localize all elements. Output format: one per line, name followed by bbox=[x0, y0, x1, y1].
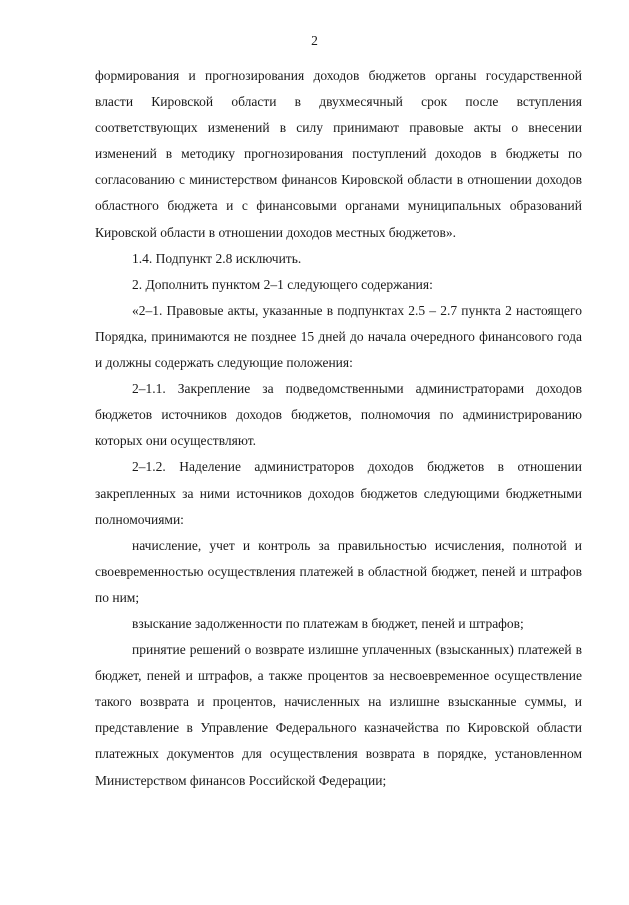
paragraph-1-4: 1.4. Подпункт 2.8 исключить. bbox=[132, 250, 302, 266]
page-number: 2 bbox=[311, 33, 318, 48]
paragraph-2-1-1: 2–1.1. Закрепление за подведомственными администраторами доходов бюджетов источников доходов бюджетов, полномочия по администрированию которых они осуществляют. bbox=[95, 381, 582, 449]
paragraph-refund-decisions: принятие решений о возврате излишне уплаченных (взысканных) платежей в бюджет, пеней и штрафов, а также процентов за несвоевременное осуществление такого возврата и процентов, начисленных на излишне взысканные суммы, и представление в Управление Федерального казначейства по Кировской области платежных документов для осуществления возврата в порядке, установленном Министерством финансов Российской Федерации; bbox=[95, 642, 582, 788]
paragraph-2: 2. Дополнить пунктом 2–1 следующего содержания: bbox=[132, 276, 433, 292]
paragraph-debt-collection: взыскание задолженности по платежам в бюджет, пеней и штрафов; bbox=[132, 615, 524, 631]
paragraph-accrual-control: начисление, учет и контроль за правильностью исчисления, полнотой и своевременностью осуществления платежей в областной бюджет, пеней и штрафов по ним; bbox=[95, 537, 582, 605]
paragraph-continuation-forecasting: формирования и прогнозирования доходов бюджетов органы государственной власти Кировской области в двухмесячный срок после вступления соответствующих изменений в силу принимают правовые акты о внесении изменений в методику прогнозирования поступлений доходов в бюджеты по согласованию с министерством финансов Кировской области в отношении доходов областного бюджета и с финансовыми органами муниципальных образований Кировской области в отношении доходов местных бюджетов». bbox=[95, 68, 582, 240]
paragraph-2-1-2: 2–1.2. Наделение администраторов доходов бюджетов в отношении закрепленных за ними источников доходов бюджетов следующими бюджетными полномочиями: bbox=[95, 459, 582, 527]
document-body bbox=[95, 63, 582, 794]
paragraph-2-1: «2–1. Правовые акты, указанные в подпунктах 2.5 – 2.7 пункта 2 настоящего Порядка, принимаются не позднее 15 дней до начала очередного финансового года и должны содержать следующие положения: bbox=[95, 302, 582, 371]
